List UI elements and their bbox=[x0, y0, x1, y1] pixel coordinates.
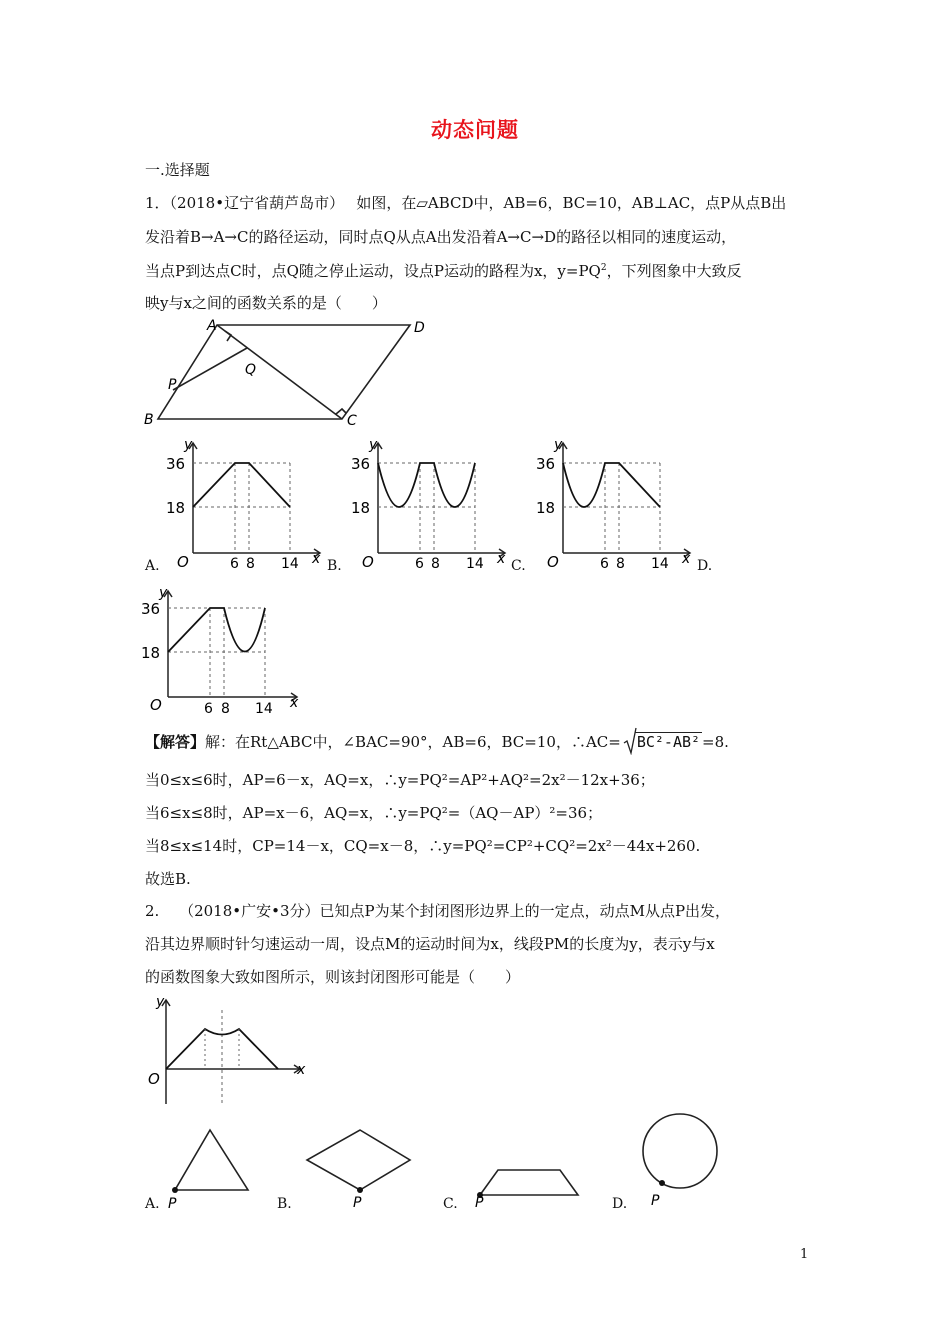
y-tick-36: 36 bbox=[141, 600, 161, 618]
x-tick-8: 8 bbox=[246, 556, 255, 572]
y-tick-36: 36 bbox=[166, 455, 186, 473]
q2-option-B-label: B. bbox=[277, 1196, 292, 1212]
solution-line-3: 当6≤x≤8时，AP=x－6，AQ=x，∴y=PQ²=（AQ－AP）²=36； bbox=[145, 804, 603, 822]
q1-text-line-4: 映y与x之间的函数关系的是（ ） bbox=[145, 294, 387, 312]
y-tick-36: 36 bbox=[351, 455, 371, 473]
q1-graph-D bbox=[135, 583, 305, 723]
page-title: 动态问题 bbox=[431, 118, 519, 142]
q1-text-line-3b: ，下列图象中大致反 bbox=[606, 262, 742, 280]
y-axis-label: y bbox=[156, 994, 165, 1010]
point-P-label: P bbox=[168, 377, 177, 393]
point-P-label: P bbox=[168, 1196, 177, 1212]
q2-option-B-rhombus bbox=[300, 1125, 420, 1210]
x-tick-14: 14 bbox=[466, 556, 484, 572]
section-heading: 一.选择题 bbox=[145, 161, 210, 179]
x-tick-6: 6 bbox=[600, 556, 609, 572]
x-axis-label: x bbox=[682, 551, 691, 567]
q2-option-D-label: D. bbox=[612, 1196, 628, 1212]
point-P-label: P bbox=[353, 1195, 362, 1211]
q1-exponent: 2 bbox=[600, 263, 607, 273]
x-axis-label: x bbox=[297, 1062, 306, 1078]
q2-text-line-1: 2. （2018•广安•3分）已知点P为某个封闭图形边界上的一定点，动点M从点P出发， bbox=[145, 902, 731, 920]
solution-line-5: 故选B. bbox=[145, 870, 191, 888]
q2-option-A-triangle bbox=[160, 1120, 265, 1210]
solution-line-1-text: 解：在Rt△ABC中，∠BAC=90°，AB=6，BC=10，∴AC= bbox=[205, 733, 621, 751]
y-tick-18: 18 bbox=[351, 499, 371, 517]
y-axis-label: y bbox=[554, 437, 563, 453]
x-tick-6: 6 bbox=[415, 556, 424, 572]
x-tick-6: 6 bbox=[204, 701, 213, 717]
y-tick-36: 36 bbox=[536, 455, 556, 473]
option-C-label: C. bbox=[511, 558, 526, 574]
origin-label: O bbox=[362, 553, 374, 571]
y-tick-18: 18 bbox=[141, 644, 161, 662]
x-tick-8: 8 bbox=[616, 556, 625, 572]
q2-function-graph bbox=[140, 992, 320, 1107]
sqrt-expression bbox=[623, 732, 702, 752]
solution-line-1-end: =8. bbox=[702, 733, 729, 751]
q2-text-line-2: 沿其边界顺时针匀速运动一周，设点M的运动时间为x，线段PM的长度为y，表示y与x bbox=[145, 935, 715, 953]
x-axis-label: x bbox=[312, 551, 321, 567]
q2-text-line-3: 的函数图象大致如图所示，则该封闭图形可能是（ ） bbox=[145, 968, 521, 986]
point-P-label: P bbox=[651, 1193, 660, 1209]
parallelogram-figure bbox=[140, 312, 440, 432]
point-P-label: P bbox=[475, 1195, 484, 1211]
q2-option-D-circle bbox=[635, 1108, 730, 1208]
y-tick-18: 18 bbox=[166, 499, 186, 517]
solution-line-1 bbox=[145, 732, 729, 752]
solution-line-4: 当8≤x≤14时，CP=14－x，CQ=x－8，∴y=PQ²=CP²+CQ²=2x²－44x+260. bbox=[145, 837, 701, 855]
x-tick-14: 14 bbox=[651, 556, 669, 572]
q1-text-line-3a: 当点P到达点C时，点Q随之停止运动，设点P运动的路程为x，y=PQ bbox=[145, 262, 601, 280]
vertex-A-label: A bbox=[207, 318, 217, 334]
x-tick-8: 8 bbox=[431, 556, 440, 572]
q1-text-line-2: 发沿着B→A→C的路径运动，同时点Q从点A出发沿着A→C→D的路径以相同的速度运动， bbox=[145, 228, 737, 246]
q2-option-A-label: A. bbox=[145, 1196, 160, 1212]
x-axis-label: x bbox=[290, 695, 299, 711]
vertex-B-label: B bbox=[144, 412, 154, 428]
y-axis-label: y bbox=[159, 585, 168, 601]
q1-graph-B bbox=[345, 435, 515, 575]
q2-option-C-trapezoid bbox=[470, 1165, 590, 1210]
y-axis-label: y bbox=[184, 437, 193, 453]
point-Q-label: Q bbox=[245, 362, 257, 378]
y-tick-18: 18 bbox=[536, 499, 556, 517]
x-tick-14: 14 bbox=[255, 701, 273, 717]
solution-line-2: 当0≤x≤6时，AP=6－x，AQ=x，∴y=PQ²=AP²+AQ²=2x²－12x+36； bbox=[145, 771, 655, 789]
q1-graph-A bbox=[160, 435, 330, 575]
solution-head: 【解答】 bbox=[145, 733, 206, 751]
y-axis-label: y bbox=[369, 437, 378, 453]
origin-label: O bbox=[547, 553, 559, 571]
q2-option-C-label: C. bbox=[443, 1196, 458, 1212]
origin-label: O bbox=[177, 553, 189, 571]
x-tick-6: 6 bbox=[230, 556, 239, 572]
q1-graph-C bbox=[530, 435, 700, 575]
x-tick-14: 14 bbox=[281, 556, 299, 572]
vertex-C-label: C bbox=[347, 413, 357, 429]
page-number: 1 bbox=[800, 1247, 809, 1262]
vertex-D-label: D bbox=[414, 320, 425, 336]
q1-text-line-3 bbox=[145, 261, 742, 281]
origin-label: O bbox=[150, 696, 162, 714]
sqrt-radicand: BC²-AB² bbox=[636, 733, 701, 751]
option-A-label: A. bbox=[145, 558, 160, 574]
option-B-label: B. bbox=[327, 558, 342, 574]
origin-label: O bbox=[148, 1070, 160, 1088]
q1-text-line-1: 1．（2018•辽宁省葫芦岛市） 如图，在▱ABCD中，AB=6，BC=10，AB⊥AC，点P从点B出 bbox=[145, 194, 787, 212]
x-tick-8: 8 bbox=[221, 701, 230, 717]
option-D-label: D. bbox=[697, 558, 713, 574]
x-axis-label: x bbox=[497, 551, 506, 567]
